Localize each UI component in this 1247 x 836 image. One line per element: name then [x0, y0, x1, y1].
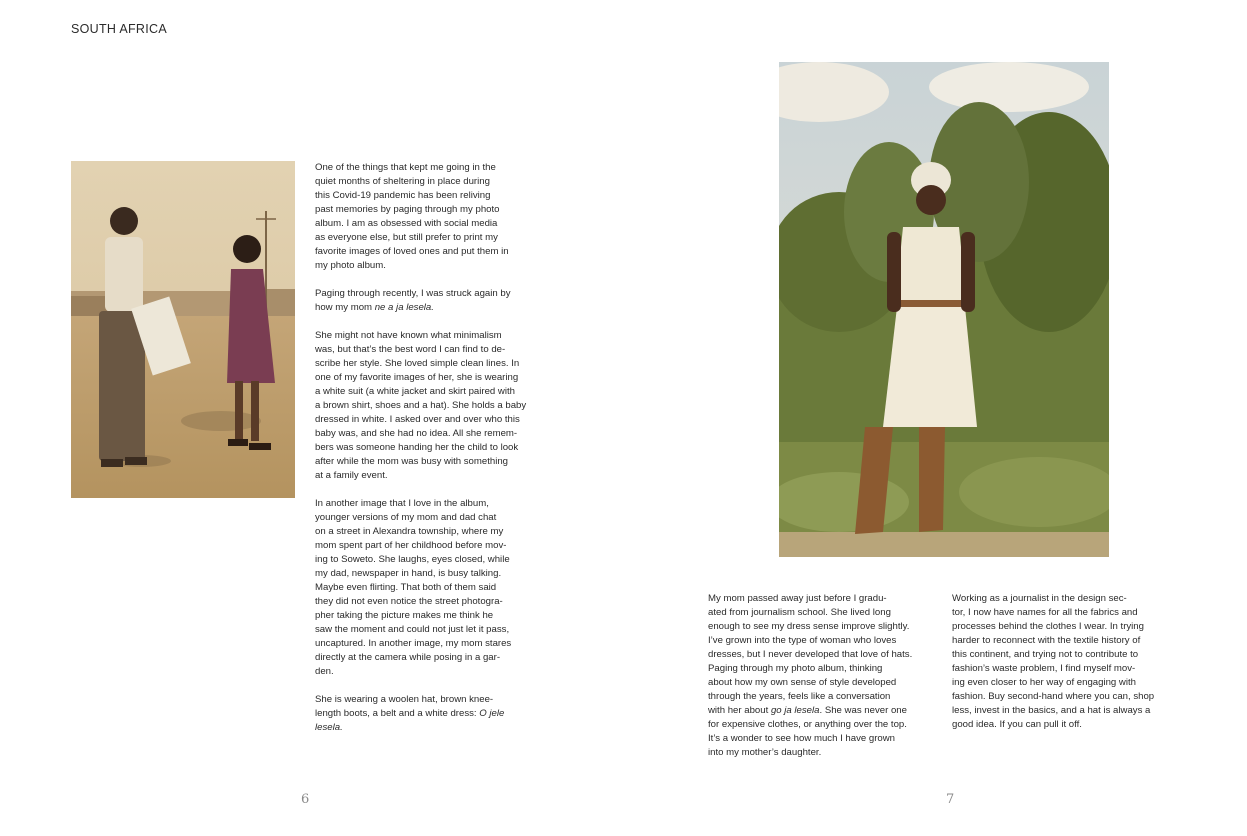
paragraph [708, 592, 944, 760]
photo-couple-on-street [71, 161, 295, 498]
page-number-right: 7 [946, 792, 955, 807]
article-column-left [315, 161, 547, 735]
paragraph: She might not have known what minimalism was, but that’s the best word I can find to de- scribe her style. She loved simple clean lines. In one of my favorite images of her, she is wearing a white suit (a white jacket and skirt paired with a brown shirt, shoes and a hat). She holds a baby dressed in white. I asked over and over who this baby was, and she had no idea. All she remem- bers was someone handing her the child to look after while the mom was busy with something at a family event. [315, 330, 527, 481]
paragraph [315, 693, 547, 735]
section-title: SOUTH AFRICA [71, 22, 167, 36]
paragraph: One of the things that kept me going in the quiet months of sheltering in place during this Covid-19 pandemic has been reliving past memories by paging through my photo album. I am as obsessed with social media as everyone else, but still prefer to print my favorite images of loved ones and put them in my photo album. [315, 162, 509, 271]
paragraph: In another image that I love in the album, younger versions of my mom and dad chat on a street in Alexandra township, where my mom spent part of her childhood before mov- ing to Soweto. She laughs, eyes closed, while my dad, newspaper in hand, is busy talking. Maybe even flirting. That both of them said they did not even notice the street photogra- pher taking the picture makes me think he saw the moment and could not just let it pass, uncaptured. In another image, my mom stares directly at the camera while posing in a gar- den. [315, 498, 512, 677]
article-column-middle [708, 592, 944, 760]
paragraph [315, 287, 547, 315]
paragraph-text: . She was never one for expensive clothes, or anything over the top. It’s a wonder to see how much I have grown into my mother’s daughter. [708, 705, 907, 758]
italic-phrase: go ja lesela [770, 705, 820, 716]
paragraph: Working as a journalist in the design sec- tor, I now have names for all the fabrics and processes behind the clothes I wear. In trying harder to reconnect with the textile history of this continent, and trying not to contribute to fashion’s waste problem, I find myself mov- ing even closer to her way of engaging with fashion. Buy second-hand where you can, shop less, invest in the basics, and a hat is always a good idea. If you can pull it off. [952, 593, 1155, 730]
paragraph-text: My mom passed away just before I gradu- ated from journalism school. She lived long enough to see my dress sense improve slightly. I’ve grown into the type of woman who loves dresses, but I never developed that love of hats. Paging through my photo album, thinking about how my own sense of style developed through the years, feels like a conversation with her about [708, 593, 913, 716]
page-number-left: 6 [301, 792, 310, 807]
italic-phrase: O jele lesela. [315, 708, 505, 733]
photo-mom-in-garden [779, 62, 1109, 557]
italic-phrase: ne a ja lesela. [374, 302, 434, 313]
article-column-right [952, 592, 1184, 732]
paragraph-text: She is wearing a woolen hat, brown knee- length boots, a belt and a white dress: [315, 694, 494, 719]
paragraph-text: Paging through recently, I was struck again by how my mom [315, 288, 511, 313]
